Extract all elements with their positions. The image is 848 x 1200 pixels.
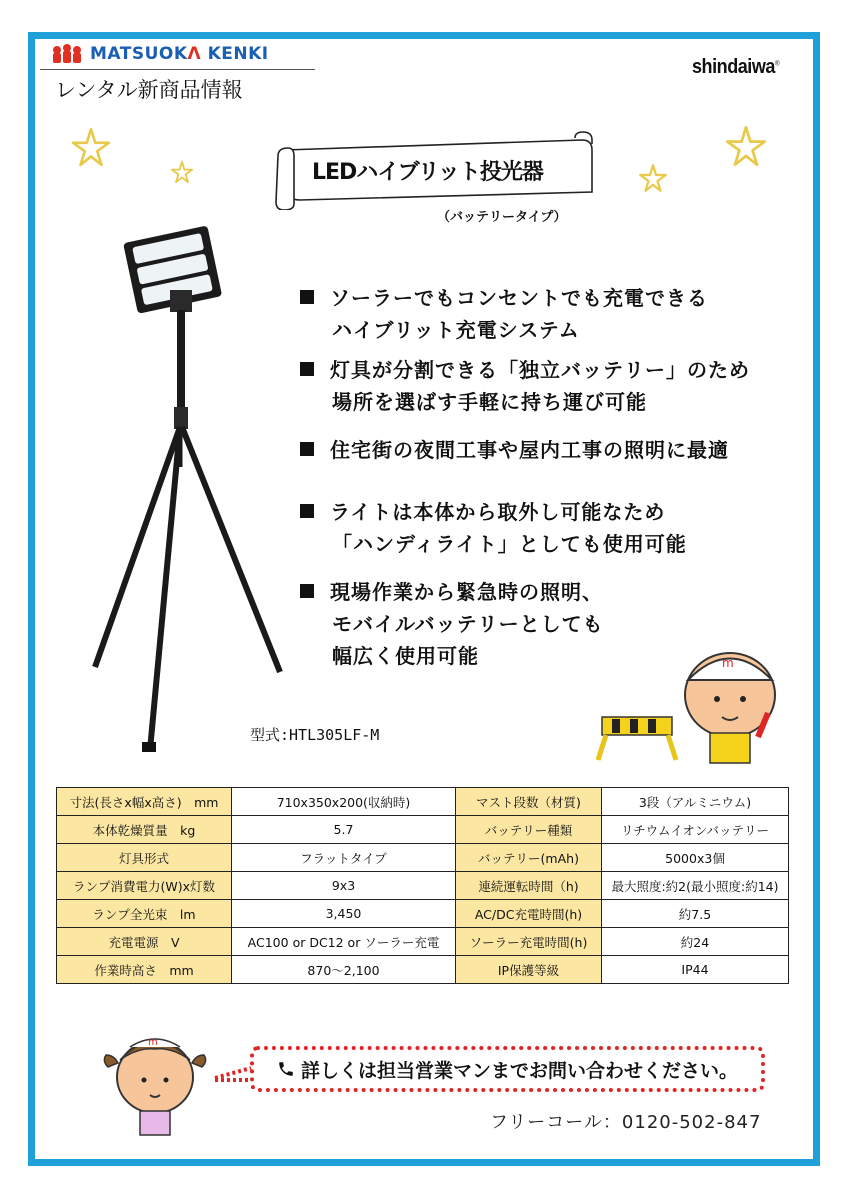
- square-bullet-icon: [300, 290, 314, 304]
- floodlight-tripod-image: [90, 222, 290, 762]
- feature-text: ハイブリット充電システム: [332, 318, 580, 342]
- square-bullet-icon: [300, 362, 314, 376]
- star-icon: [724, 124, 768, 168]
- svg-text:m: m: [722, 656, 734, 670]
- mascot-boy-illustration: [590, 625, 800, 765]
- phone-icon: [277, 1060, 295, 1078]
- feature-text: ライトは本体から取外し可能なため: [330, 500, 666, 524]
- spec-value: リチウムイオンバッテリー: [602, 816, 789, 844]
- square-bullet-icon: [300, 504, 314, 518]
- speech-tail: [213, 1066, 253, 1082]
- product-title: LEDハイブリット投光器: [312, 160, 543, 185]
- spec-value: フラットタイプ: [232, 844, 456, 872]
- spec-value: 約24: [602, 928, 789, 956]
- spec-row: [57, 900, 789, 928]
- spec-label: ランプ消費電力(W)x灯数: [57, 872, 232, 900]
- spec-value: 約7.5: [602, 900, 789, 928]
- feature-text: ソーラーでもコンセントでも充電できる: [330, 286, 708, 310]
- spec-value: IP44: [602, 956, 789, 984]
- spec-label: バッテリー(mAh): [456, 844, 602, 872]
- brand-name: shindaiwa: [692, 56, 775, 78]
- spec-label: IP保護等級: [456, 956, 602, 984]
- spec-label: ランプ全光束 lm: [57, 900, 232, 928]
- square-bullet-icon: [300, 442, 314, 456]
- spec-label: 寸法(長さx幅x高さ) mm: [57, 788, 232, 816]
- contact-message: 詳しくは担当営業マンまでお問い合わせください。: [300, 1059, 738, 1082]
- spec-value: 最大照度:約2(最小照度:約14): [602, 872, 789, 900]
- brand-logo: [692, 56, 779, 79]
- spec-label: バッテリー種類: [456, 816, 602, 844]
- spec-value: 870～2,100: [232, 956, 456, 984]
- spec-label: 連続運転時間（h): [456, 872, 602, 900]
- spec-row: [57, 816, 789, 844]
- logo-glyph: Λ: [187, 44, 202, 64]
- spec-table: [56, 787, 789, 984]
- spec-row: [57, 928, 789, 956]
- logo-text-part2: KENKI: [207, 44, 269, 64]
- feature-item: [300, 496, 687, 560]
- spec-label: AC/DC充電時間(h): [456, 900, 602, 928]
- spec-label: 作業時高さ mm: [57, 956, 232, 984]
- spec-value: 5.7: [232, 816, 456, 844]
- model-number: 型式:HTL305LF-M: [250, 726, 380, 744]
- barricade-icon: [598, 717, 676, 760]
- spec-label: 灯具形式: [57, 844, 232, 872]
- svg-text:m: m: [148, 1037, 158, 1048]
- header-divider: [40, 69, 315, 70]
- spec-table-body: [57, 788, 789, 984]
- spec-row: [57, 872, 789, 900]
- spec-row: [57, 844, 789, 872]
- star-icon: [638, 163, 668, 193]
- spec-label: 充電電源 V: [57, 928, 232, 956]
- feature-text: 灯具が分割できる「独立バッテリー」のため: [330, 358, 750, 382]
- page-subtitle: レンタル新商品情報: [55, 78, 243, 102]
- spec-value: 9x3: [232, 872, 456, 900]
- feature-text: 幅広く使用可能: [332, 644, 479, 668]
- feature-text: 現場作業から緊急時の照明、: [330, 580, 603, 604]
- spec-value: 3,450: [232, 900, 456, 928]
- contact-box: [250, 1046, 765, 1092]
- feature-item: [300, 576, 604, 672]
- brand-mark: ®: [774, 60, 780, 68]
- star-icon: [70, 126, 112, 168]
- mascot-girl-illustration: [100, 1025, 210, 1140]
- spec-value: AC100 or DC12 or ソーラー充電: [232, 928, 456, 956]
- tollfree-number: フリーコール：0120-502-847: [490, 1112, 762, 1133]
- logo-text-part1: MATSUOK: [90, 44, 188, 64]
- spec-label: 本体乾燥質量 kg: [57, 816, 232, 844]
- spec-row: [57, 956, 789, 984]
- feature-text: 場所を選ばす手軽に持ち運び可能: [332, 390, 647, 414]
- feature-item: [300, 282, 708, 346]
- spec-value: 5000x3個: [602, 844, 789, 872]
- feature-item: [300, 354, 750, 418]
- spec-value: 3段（アルミニウム): [602, 788, 789, 816]
- feature-text: 「ハンディライト」としても使用可能: [332, 532, 687, 556]
- spec-row: [57, 788, 789, 816]
- spec-label: ソーラー充電時間(h): [456, 928, 602, 956]
- feature-text: 住宅街の夜間工事や屋内工事の照明に最適: [330, 438, 729, 462]
- square-bullet-icon: [300, 584, 314, 598]
- logo-text: [90, 44, 269, 64]
- feature-text: モバイルバッテリーとしても: [332, 612, 604, 636]
- product-type: （バッテリータイプ）: [437, 210, 567, 225]
- spec-label: マスト段数（材質): [456, 788, 602, 816]
- spec-value: 710x350x200(収納時): [232, 788, 456, 816]
- company-logo: [50, 40, 269, 68]
- star-icon: [170, 160, 194, 184]
- feature-item: [300, 434, 729, 466]
- logo-mark-icon: [50, 43, 84, 65]
